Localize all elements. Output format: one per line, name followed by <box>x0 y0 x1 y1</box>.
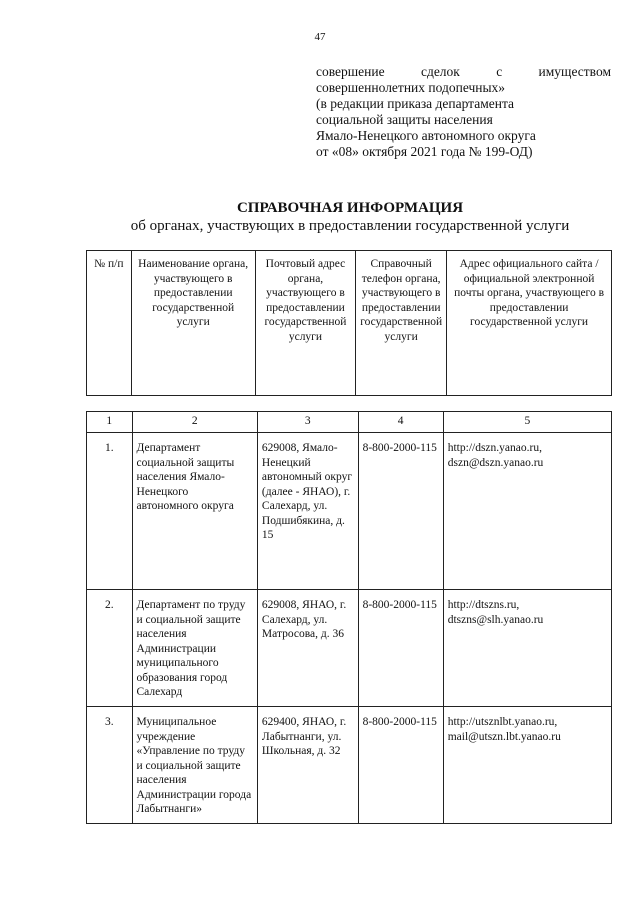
header-cell-number: № п/п <box>87 251 132 396</box>
organ-address: 629008, ЯНАО, г. Салехард, ул. Матросова, д. 36 <box>257 590 358 707</box>
column-number: 4 <box>358 412 443 433</box>
note-line-2: совершеннолетних подопечных» <box>316 80 506 95</box>
organ-site: http://utsznlbt.yanao.ru, mail@utszn.lbt.yanao.ru <box>443 707 611 824</box>
note-line-6: от «08» октября 2021 года № 199-ОД) <box>316 144 533 159</box>
organ-site: http://dszn.yanao.ru, dszn@dszn.yanao.ru <box>443 433 611 590</box>
note-line-3: (в редакции приказа департамента <box>316 96 515 111</box>
header-cell-name: Наименование органа, участвующего в предоставлении государственной услуги <box>131 251 255 396</box>
column-number-row <box>87 412 612 433</box>
header-cell-site: Адрес официального сайта /официальной электронной почты органа, участвующего в предоставлении государственной услуги <box>447 251 612 396</box>
organs-table <box>86 411 612 824</box>
header-cell-phone: Справочный телефон органа, участвующего в предоставлении государственной услуги <box>356 251 447 396</box>
row-index: 2. <box>87 590 133 707</box>
header-row <box>87 251 612 396</box>
document-subtitle: об органах, участвующих в предоставлении государственной услуги <box>130 218 570 234</box>
organ-name: Муниципальное учреждение «Управление по труду и социальной защите населения Администрации города Лабытнанги» <box>132 707 257 824</box>
organ-phone: 8-800-2000-115 <box>358 707 443 824</box>
row-index: 3. <box>87 707 133 824</box>
row-index: 1. <box>87 433 133 590</box>
organ-phone: 8-800-2000-115 <box>358 433 443 590</box>
order-reference-note <box>316 64 611 160</box>
page-number: 47 <box>314 31 326 43</box>
column-number: 2 <box>132 412 257 433</box>
organ-phone: 8-800-2000-115 <box>358 590 443 707</box>
table-row <box>87 707 612 824</box>
organ-address: 629008, Ямало-Ненецкий автономный округ (далее - ЯНАО), г. Салехард, ул. Подшибякина, д. 15 <box>257 433 358 590</box>
table-row <box>87 433 612 590</box>
column-number: 5 <box>443 412 611 433</box>
note-line-5: Ямало-Ненецкого автономного округа <box>316 128 536 143</box>
column-number: 1 <box>87 412 133 433</box>
note-line-1: совершение сделок с имуществом <box>316 64 611 79</box>
column-number: 3 <box>257 412 358 433</box>
note-line-4: социальной защиты населения <box>316 112 493 127</box>
document-title: СПРАВОЧНАЯ ИНФОРМАЦИЯ <box>236 200 464 216</box>
organ-name: Департамент социальной защиты населения Ямало-Ненецкого автономного округа <box>132 433 257 590</box>
table-header <box>86 250 612 396</box>
header-cell-address: Почтовый адрес органа, участвующего в предоставлении государственной услуги <box>255 251 355 396</box>
table-row <box>87 590 612 707</box>
organ-name: Департамент по труду и социальной защите населения Администрации муниципального образования город Салехард <box>132 590 257 707</box>
organ-site: http://dtszns.ru, dtszns@slh.yanao.ru <box>443 590 611 707</box>
organ-address: 629400, ЯНАО, г. Лабытнанги, ул. Школьная, д. 32 <box>257 707 358 824</box>
